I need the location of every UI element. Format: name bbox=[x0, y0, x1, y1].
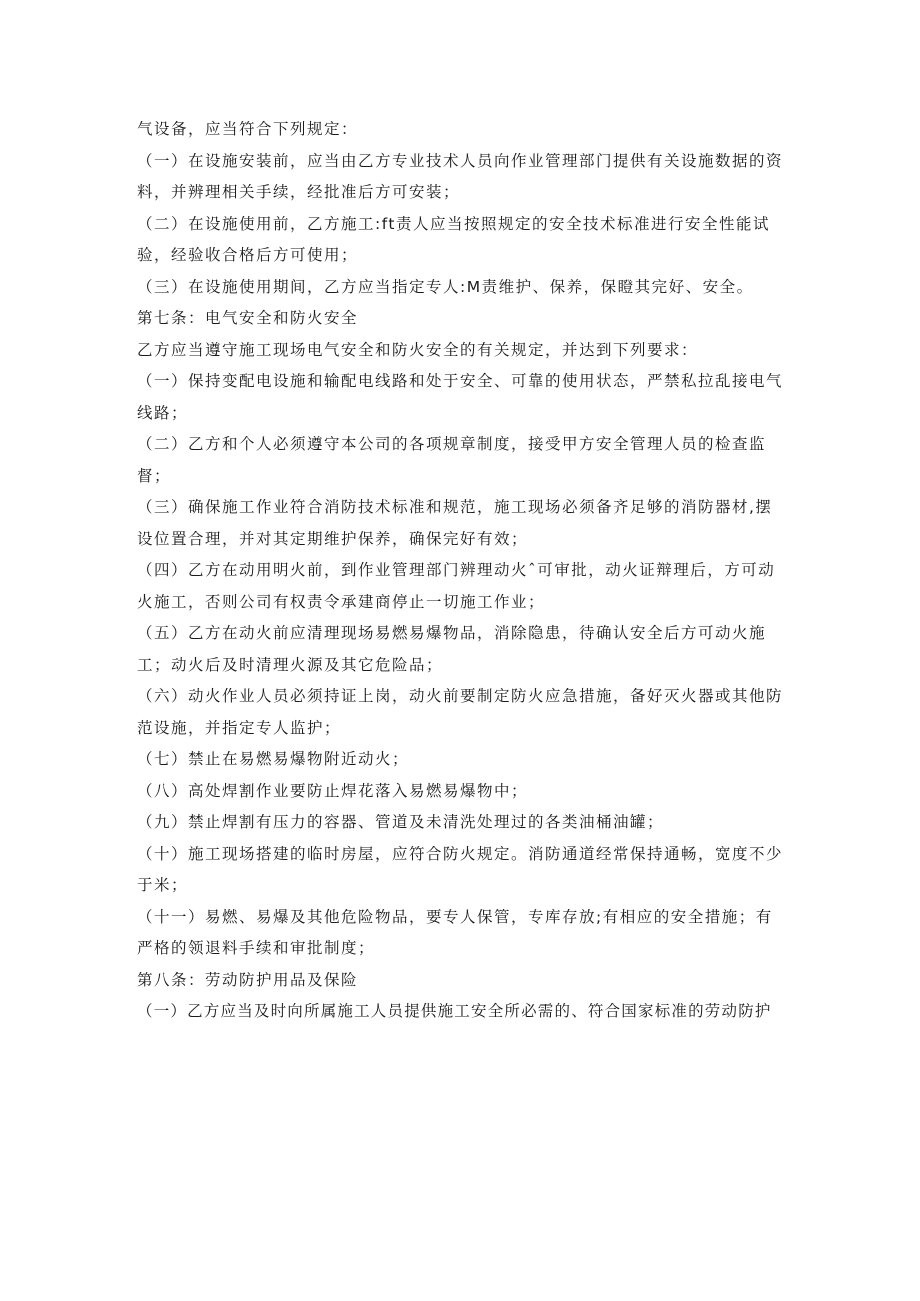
text-line: （二）乙方和个人必须遵守本公司的各项规章制度，接受甲方安全管理人员的检查监 bbox=[137, 435, 767, 453]
text-line: （九）禁止焊割有压力的容器、管道及未清洗处理过的各类油桶油罐； bbox=[137, 813, 665, 831]
text-line: （五）乙方在动火前应清理现场易燃易爆物品，消除隐患，待确认安全后方可动火施 bbox=[137, 624, 767, 642]
article-heading: 第七条：电气安全和防火安全 bbox=[137, 309, 359, 327]
text-line: 范设施，并指定专人监护； bbox=[137, 718, 342, 737]
text-line: （三）确保施工作业符合消防技术标准和规范，施工现场必须备齐足够的消防器材,摆 bbox=[137, 498, 773, 516]
text-line: 乙方应当遵守施工现场电气安全和防火安全的有关规定，并达到下列要求： bbox=[137, 340, 699, 359]
text-line: （三）在设施使用期间，乙方应当指定专人:M责维护、保养，保瞪其完好、安全。 bbox=[137, 277, 754, 296]
text-line: 工；动火后及时清理火源及其它危险品； bbox=[137, 655, 444, 674]
text-line: 料，并辨理相关手续，经批准后方可安装； bbox=[137, 183, 461, 201]
text-line: （二）在设施使用前，乙方施工:ft责人应当按照规定的安全技术标准进行安全性能试 bbox=[137, 214, 770, 233]
article-heading: 第八条：劳动防护用品及保险 bbox=[137, 970, 359, 989]
text-line: 火施工，否则公司有权责令承建商停止一切施工作业； bbox=[137, 592, 546, 611]
text-line: 气设备，应当符合下列规定： bbox=[137, 120, 359, 138]
text-line: （七）禁止在易燃易爆物附近动火； bbox=[137, 750, 410, 768]
text-line: 严格的领退料手续和审批制度； bbox=[137, 939, 376, 957]
text-line: 于米； bbox=[137, 876, 189, 894]
text-line: （八）高处焊割作业要防止焊花落入易燃易爆物中； bbox=[137, 781, 529, 800]
text-line: 验，经验收合格后方可使用； bbox=[137, 246, 359, 264]
document-body bbox=[137, 114, 797, 1028]
text-line: （一）在设施安装前，应当由乙方专业技术人员向作业管理部门提供有关设施数据的资 bbox=[137, 151, 784, 170]
text-line: （十一）易燃、易爆及其他危险物品，要专人保管，专库存放;有相应的安全措施；有 bbox=[137, 907, 773, 926]
text-line: 督； bbox=[137, 466, 172, 485]
text-line: （十）施工现场搭建的临时房屋，应符合防火规定。消防通道经常保持通畅，宽度不少 bbox=[137, 844, 784, 863]
text-line: （四）乙方在动用明火前，到作业管理部门辨理动火ˆ可审批，动火证辩理后，方可动 bbox=[137, 561, 776, 579]
text-line: 线路； bbox=[137, 403, 189, 422]
text-line: 设位置合理，并对其定期维护保养，确保完好有效； bbox=[137, 529, 529, 548]
text-line: （一）保持变配电设施和输配电线路和处于安全、可靠的使用状态，严禁私拉乱接电气 bbox=[137, 372, 784, 390]
text-line: （一）乙方应当及时向所属施工人员提供施工安全所必需的、符合国家标准的劳动防护 bbox=[137, 1002, 772, 1020]
text-line: （六）动火作业人员必须持证上岗，动火前要制定防火应急措施，备好灭火器或其他防 bbox=[137, 687, 784, 705]
